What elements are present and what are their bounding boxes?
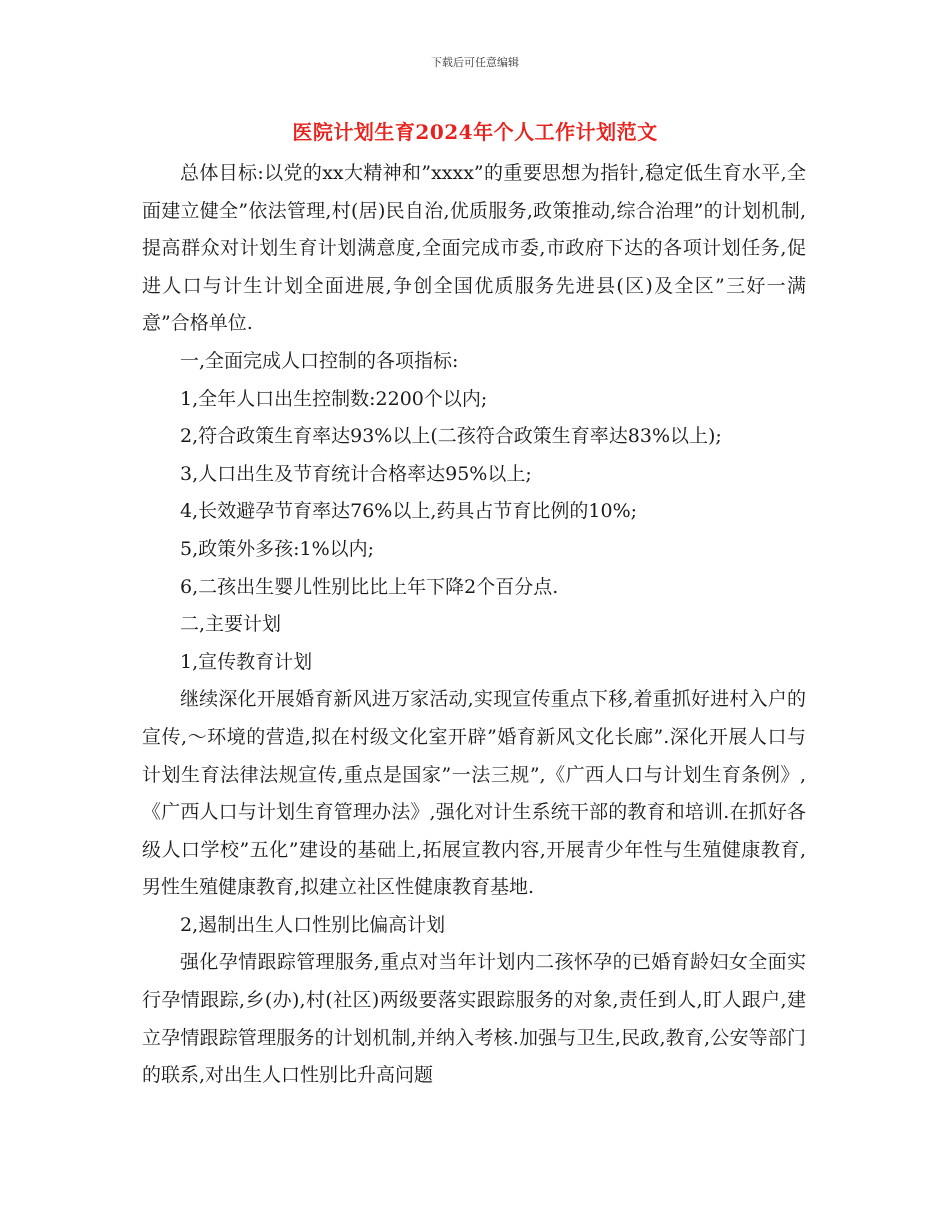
paragraph-publicity: 继续深化开展婚育新风进万家活动,实现宣传重点下移,着重抓好进村入户的宣传,～环境的营造,拟在村级文化室开辟”婚育新风文化长廊”.深化开展人口与计划生育法律法规宣传,重点是国家”一法三规”,《广西人口与计划生育条例》,《广西人口与计划生育管理办法》,强化对计生系统干部的教育和培训.在抓好各级人口学校”五化”建设的基础上,拓展宣教内容,开展青少年性与生殖健康教育,男性生殖健康教育,拟建立社区性健康教育基地. <box>142 688 806 899</box>
section-heading-2: 二,主要计划 <box>180 613 282 636</box>
list-item: 2,符合政策生育率达93%以上(二孩符合政策生育率达83%以上); <box>180 425 722 448</box>
subsection-heading: 1,宣传教育计划 <box>180 650 313 673</box>
list-item: 1,全年人口出生控制数:2200个以内; <box>180 387 488 410</box>
list-item: 5,政策外多孩:1%以内; <box>180 537 375 560</box>
list-item: 3,人口出生及节育统计合格率达95%以上; <box>180 462 532 485</box>
section-heading-1: 一,全面完成人口控制的各项指标: <box>180 349 459 372</box>
header-note: 下载后可任意编辑 <box>431 56 519 69</box>
list-item: 6,二孩出生婴儿性别比比上年下降2个百分点. <box>180 575 559 598</box>
document-body <box>142 155 806 1095</box>
list-item: 4,长效避孕节育率达76%以上,药具占节育比例的10%; <box>180 500 638 523</box>
subsection-heading: 2,遏制出生人口性别比偏高计划 <box>180 913 446 936</box>
paragraph-sex-ratio: 强化孕情跟踪管理服务,重点对当年计划内二孩怀孕的已婚育龄妇女全面实行孕情跟踪,乡(办),村(社区)两级要落实跟踪服务的对象,责任到人,盯人跟户,建立孕情跟踪管理服务的计划机制,并纳入考核.加强与卫生,民政,教育,公安等部门的联系,对出生人口性别比升高问题 <box>142 951 806 1087</box>
document-title: 医院计划生育2024年个人工作计划范文 <box>292 120 658 144</box>
paragraph-overall-goal: 总体目标:以党的xx大精神和”xxxx”的重要思想为指针,稳定低生育水平,全面建立健全”依法管理,村(居)民自治,优质服务,政策推动,综合治理”的计划机制,提高群众对计划生育计划满意度,全面完成市委,市政府下达的各项计划任务,促进人口与计生计划全面进展,争创全国优质服务先进县(区)及全区”三好一满意”合格单位. <box>142 162 806 335</box>
